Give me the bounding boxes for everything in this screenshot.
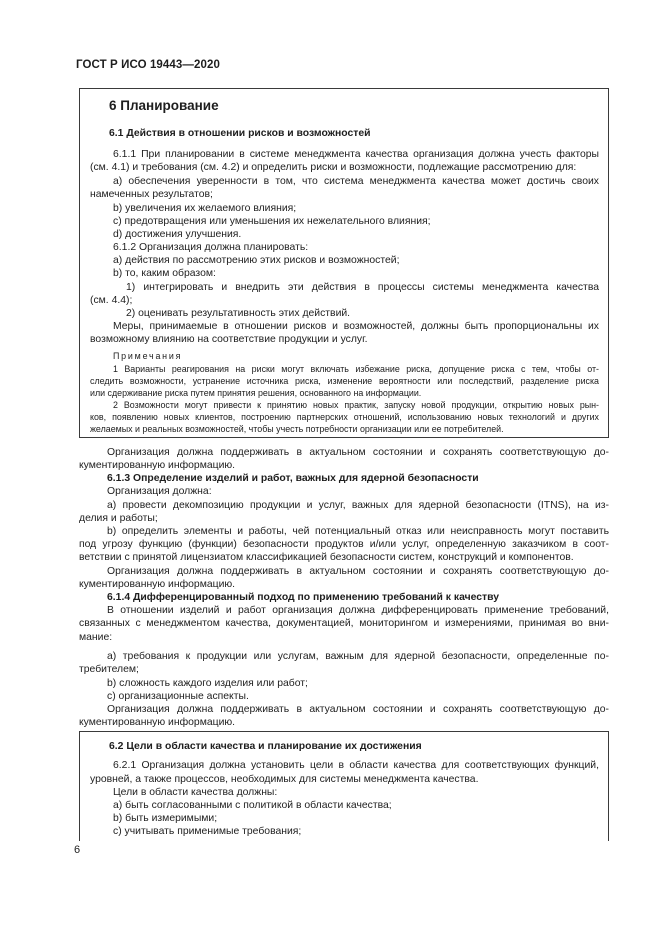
text-line: с) учитывать применимые требования; [113, 826, 302, 837]
text-line: а) провести декомпозицию продукции и услуг, важных для ядерной безопасности (ITNS), на из- [107, 500, 609, 511]
page-number: 6 [74, 844, 81, 856]
note-line: желаемых и реальных возможностей, чтобы учесть потребности организации или ее потребителей. [90, 424, 504, 434]
text-line: 6.1.2 Организация должна планировать: [113, 242, 309, 253]
text-line: Меры, принимаемые в отношении рисков и возможностей, должны быть пропорциональны их [113, 321, 599, 332]
note-line: 2 Возможности могут привести к принятию новых практик, запуску новой продукции, открытию новых рын- [113, 400, 599, 410]
text-line: связанных с менеджментом качества, документацией, мониторингом и измерениями, принимая во вни- [79, 618, 609, 629]
text-line: требителем; [79, 664, 139, 675]
text-line: мание: [79, 632, 113, 643]
text-line: а) требования к продукции или услугам, важным для ядерной безопасности, определенные по- [107, 651, 609, 662]
text-line: с) предотвращения или уменьшения их нежелательного влияния; [113, 216, 431, 227]
text-line: 6.1.1 При планировании в системе менеджмента качества организация должна учесть факторы [113, 149, 599, 160]
text-line: b) быть измеримыми; [113, 813, 218, 824]
text-line: Организация должна: [107, 486, 212, 497]
text-line: В отношении изделий и работ организация должна дифференцировать применение требований, [107, 605, 609, 616]
text-line: Организация должна поддерживать в актуальном состоянии и сохранять соответствующую до- [107, 447, 609, 458]
text-line: ветствии с принятой лицензиатом классификацией безопасности систем, конструкций и компонентов. [79, 552, 574, 563]
text-line: 6.2.1 Организация должна установить цели в области качества для соответствующих функций, [113, 760, 599, 771]
text-line: 1) интегрировать и внедрить эти действия в процессы системы менеджмента качества [126, 282, 599, 293]
text-line: b) определить элементы и работы, чей потенциальный отказ или неисправность могут поставить [107, 526, 609, 537]
text-line: Цели в области качества должны: [113, 787, 278, 798]
text-line: кументированную информацию. [79, 579, 236, 590]
text-line: (см. 4.1) и требования (см. 4.2) и определить риски и возможности, подлежащие рассмотрению для: [90, 162, 577, 173]
document-header: ГОСТ Р ИСО 19443—2020 [76, 59, 221, 71]
text-line: уровней, а также процессов, необходимых для системы менеджмента качества. [90, 774, 479, 785]
note-line: 1 Варианты реагирования на риски могут включать избежание риска, допущение риска с тем, чтобы от- [113, 364, 599, 374]
text-line: намеченных результатов; [90, 189, 213, 200]
notes-title: Примечания [113, 351, 183, 361]
note-line: следить возможности, устранение источника риска, изменение вероятности или последствий, разделение риска [90, 376, 599, 386]
text-line: 2) оценивать результативность этих действий. [126, 308, 351, 319]
text-line: а) быть согласованными с политикой в области качества; [113, 800, 392, 811]
text-line: Организация должна поддерживать в актуальном состоянии и сохранять соответствующую до- [107, 704, 609, 715]
text-line: Организация должна поддерживать в актуальном состоянии и сохранять соответствующую до- [107, 566, 609, 577]
subsection-title-6-2: 6.2 Цели в области качества и планирование их достижения [109, 741, 422, 752]
text-line: делия и работы; [79, 513, 158, 524]
text-line: возможному влиянию на соответствие продукции и услуг. [90, 334, 368, 345]
text-line: с) организационные аспекты. [107, 691, 249, 702]
section-title-6: 6 Планирование [109, 98, 219, 113]
text-line: d) достижения улучшения. [113, 229, 242, 240]
text-line: (см. 4.4); [90, 295, 133, 306]
text-line: кументированную информацию. [79, 717, 236, 728]
text-line: b) увеличения их желаемого влияния; [113, 203, 297, 214]
note-line: или сдерживание риска путем принятия решения, основанного на информации. [90, 388, 422, 398]
text-line: кументированную информацию. [79, 460, 236, 471]
subsection-title-6-1-3: 6.1.3 Определение изделий и работ, важных для ядерной безопасности [107, 473, 479, 484]
note-line: ков, появлению новых клиентов, построению партнерских отношений, использованию новых технологий и других [90, 412, 599, 422]
text-line: а) обеспечения уверенности в том, что система менеджмента качества может достичь своих [113, 176, 599, 187]
text-line: b) сложность каждого изделия или работ; [107, 678, 308, 689]
subsection-title-6-1-4: 6.1.4 Дифференцированный подход по применению требований к качеству [107, 592, 500, 603]
text-line: под угрозу функцию (функции) безопасности продуктов и/или услуг, определенную заказчиком в соот- [79, 539, 609, 550]
subsection-title-6-1: 6.1 Действия в отношении рисков и возможностей [109, 128, 371, 139]
text-line: b) то, каким образом: [113, 268, 216, 279]
text-line: а) действия по рассмотрению этих рисков и возможностей; [113, 255, 400, 266]
